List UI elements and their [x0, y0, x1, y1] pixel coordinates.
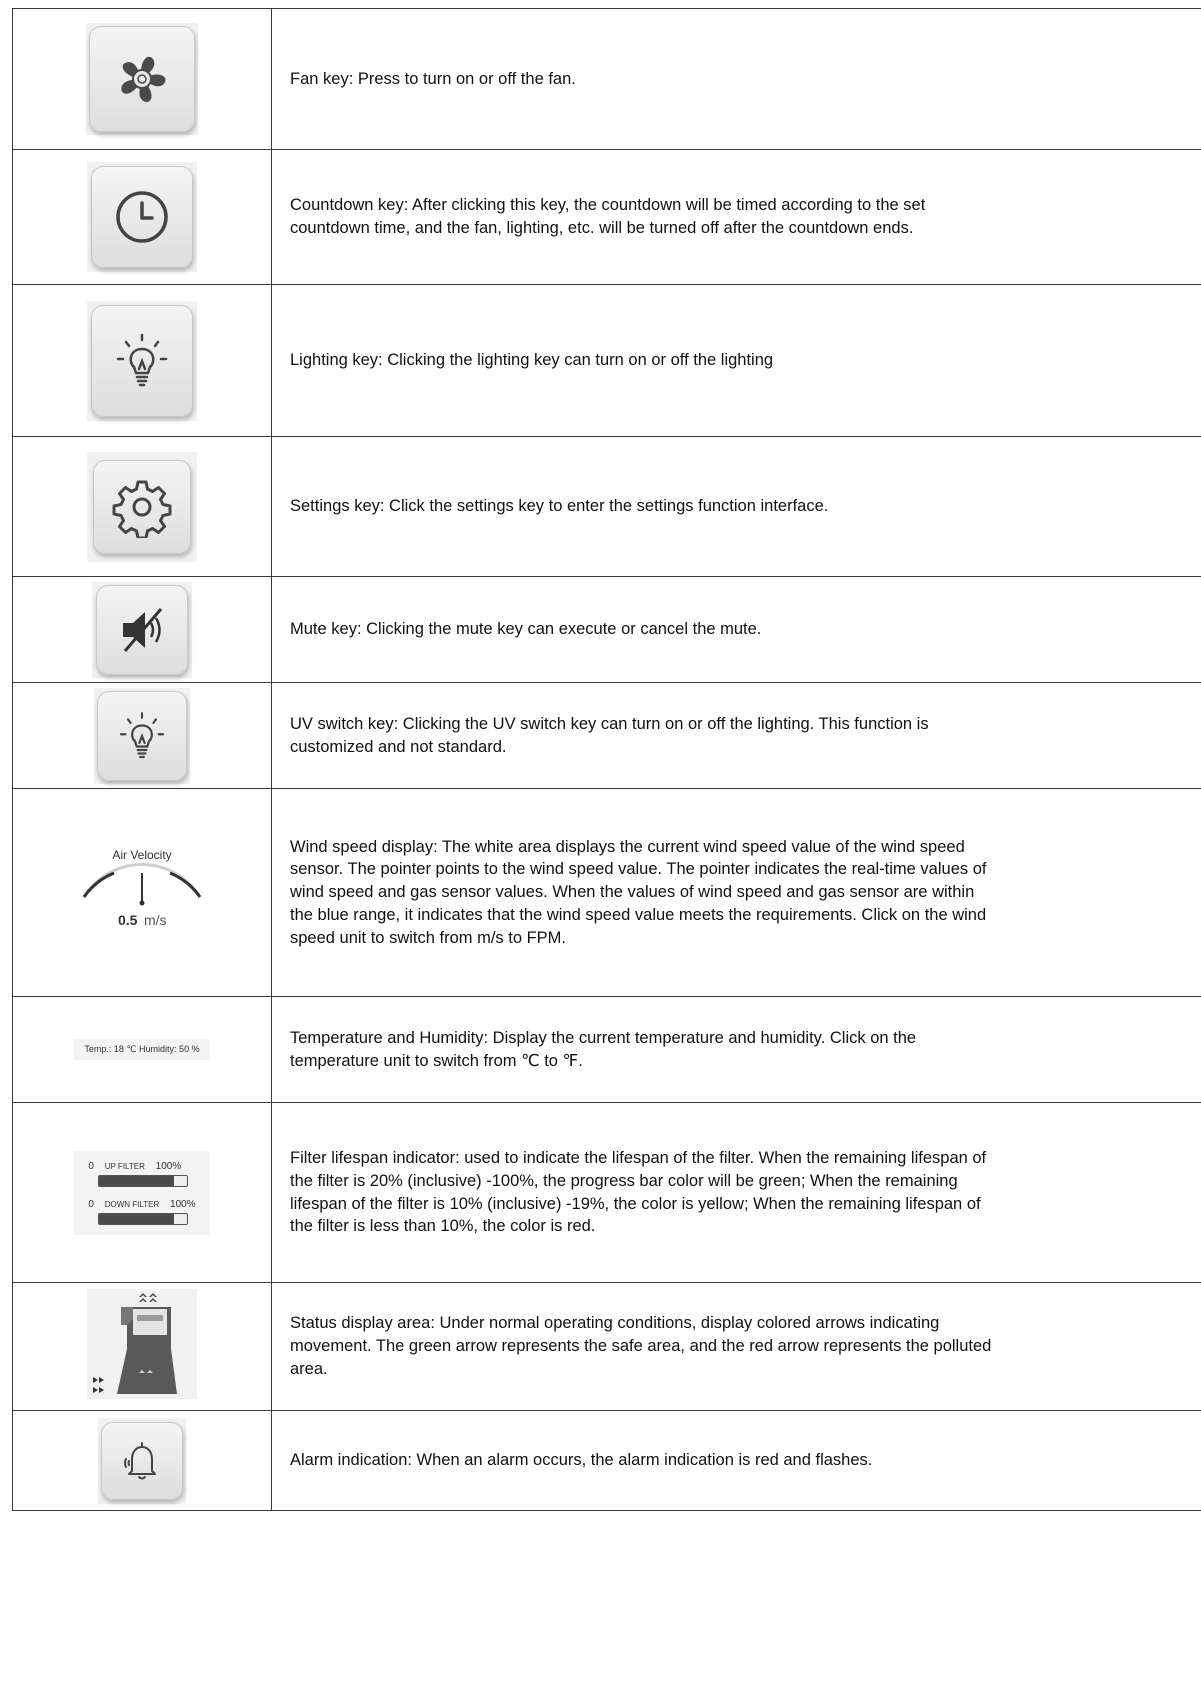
icon-cell	[13, 437, 272, 577]
table-row	[13, 150, 1201, 285]
filter-min-label: 0	[88, 1160, 94, 1172]
table-row	[13, 437, 1201, 577]
filter-min-label: 0	[88, 1198, 94, 1210]
description-cell: Temperature and Humidity: Display the current temperature and humidity. Click on the temperature unit to switch from ℃ to ℉.	[272, 997, 1201, 1103]
table-row	[13, 1411, 1201, 1511]
mute-key-button[interactable]	[96, 585, 188, 675]
temperature-humidity-readout[interactable]: Temp.: 18 ℃ Humidity: 50 %	[74, 1039, 209, 1060]
description-cell: Status display area: Under normal operating conditions, display colored arrows indicating movement. The green arrow represents the safe area, and the red arrow represents the polluted area.	[272, 1283, 1201, 1411]
table-row	[13, 577, 1201, 683]
description-cell: Fan key: Press to turn on or off the fan.	[272, 9, 1201, 150]
fan-key-button[interactable]	[89, 26, 195, 132]
icon-cell	[13, 9, 272, 150]
filter-max-label: 100%	[155, 1160, 182, 1172]
icon-cell	[13, 997, 272, 1103]
gauge-title: Air Velocity	[112, 848, 172, 862]
description-cell: UV switch key: Clicking the UV switch key can turn on or off the lighting. This function is customized and not standard.	[272, 683, 1201, 789]
filter-progress-fill	[99, 1214, 174, 1224]
fan-icon	[102, 39, 182, 119]
description-cell: Countdown key: After clicking this key, the countdown will be timed according to the set countdown time, and the fan, lighting, etc. will be turned off after the countdown ends.	[272, 150, 1201, 285]
table-row	[13, 285, 1201, 437]
icon-cell	[13, 1103, 272, 1283]
icon-cell	[13, 789, 272, 997]
description-cell: Lighting key: Clicking the lighting key can turn on or off the lighting	[272, 285, 1201, 437]
icon-cell	[13, 1283, 272, 1411]
bell-icon	[118, 1437, 166, 1485]
description-cell: Mute key: Clicking the mute key can execute or cancel the mute.	[272, 577, 1201, 683]
key-description-table	[12, 8, 1201, 1511]
filter-progress-fill	[99, 1176, 174, 1186]
table-row	[13, 1103, 1201, 1283]
icon-cell	[13, 1411, 272, 1511]
gauge-value: 0.5	[118, 912, 138, 928]
alarm-indicator[interactable]	[101, 1422, 183, 1500]
description-cell: Settings key: Click the settings key to enter the settings function interface.	[272, 437, 1201, 577]
description-cell: Alarm indication: When an alarm occurs, the alarm indication is red and flashes.	[272, 1411, 1201, 1511]
icon-cell	[13, 285, 272, 437]
fume-hood-status-icon	[87, 1289, 197, 1399]
clock-icon	[110, 185, 174, 249]
settings-key-button[interactable]	[93, 460, 191, 554]
filter-name-label: DOWN FILTER	[104, 1199, 160, 1209]
description-cell: Wind speed display: The white area displays the current wind speed value of the wind speed sensor. The pointer points to the wind speed value. The pointer indicates the real-time values of wind speed and gas sensor values. When the values of wind speed and gas sensor are within the blue range, it indicates that the wind speed value meets the requirements. Click on the wind speed unit to switch from m/s to FPM.	[272, 789, 1201, 997]
icon-cell	[13, 683, 272, 789]
table-row	[13, 683, 1201, 789]
filter-progress-bar	[98, 1175, 188, 1187]
gear-icon	[111, 476, 173, 538]
gauge-unit[interactable]: m/s	[144, 912, 167, 928]
mute-icon	[115, 603, 169, 657]
icon-cell	[13, 577, 272, 683]
filter-lifespan-indicator	[74, 1151, 209, 1235]
lightbulb-icon	[110, 329, 174, 393]
table-row	[13, 9, 1201, 150]
table-row	[13, 997, 1201, 1103]
filter-max-label: 100%	[170, 1198, 196, 1210]
countdown-key-button[interactable]	[91, 166, 193, 268]
filter-name-label: UP FILTER	[104, 1161, 145, 1171]
lightbulb-icon	[114, 708, 170, 764]
lighting-key-button[interactable]	[91, 305, 193, 417]
table-row	[13, 1283, 1201, 1411]
table-row	[13, 789, 1201, 997]
description-cell: Filter lifespan indicator: used to indicate the lifespan of the filter. When the remaining lifespan of the filter is 20% (inclusive) -100%, the progress bar color will be green; When the remaining lifespan of the filter is 10% (inclusive) -19%, the color is yellow; When the remaining lifespan of the filter is less than 10%, the color is red.	[272, 1103, 1201, 1283]
icon-cell	[13, 150, 272, 285]
air-velocity-gauge	[72, 845, 212, 935]
uv-switch-key-button[interactable]	[97, 691, 187, 781]
filter-progress-bar	[98, 1213, 188, 1225]
